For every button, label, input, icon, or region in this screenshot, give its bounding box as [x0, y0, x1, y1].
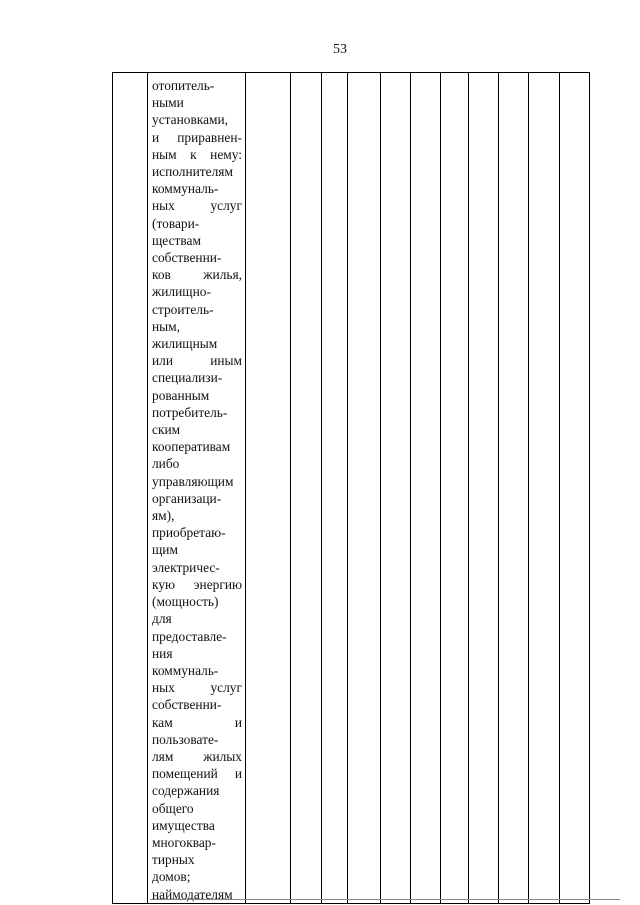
text-line: управляющим	[152, 473, 234, 489]
text-line: кую энергию	[152, 576, 242, 592]
text-line: специализи-	[152, 370, 223, 386]
text-line: кооперативам	[152, 439, 231, 455]
table-cell-empty	[348, 73, 381, 904]
table-cell-empty	[113, 73, 148, 904]
text-line: исполнителям	[152, 164, 233, 180]
cell-description	[148, 73, 245, 903]
text-line: строитель-	[152, 301, 214, 317]
footer-rule	[150, 899, 620, 900]
text-line: помещений и	[152, 766, 242, 782]
text-line: тирных	[152, 852, 195, 868]
text-line: электричес-	[152, 559, 220, 575]
text-line: лям жилых	[152, 748, 242, 764]
continuation-table	[112, 72, 590, 904]
text-line: ков жилья,	[152, 267, 242, 283]
page-number: 53	[333, 42, 347, 57]
table-cell-empty	[529, 73, 560, 904]
text-line: собственни-	[152, 250, 222, 266]
text-line: щим	[152, 542, 178, 558]
text-line: предоставле-	[152, 628, 227, 644]
text-line: либо	[152, 456, 180, 472]
text-line: потребитель-	[152, 404, 228, 420]
text-line: приобретаю-	[152, 525, 226, 541]
text-line: содержания	[152, 783, 220, 799]
text-line: ным к нему:	[152, 146, 242, 162]
table-cell-empty	[246, 73, 291, 904]
text-line: коммуналь-	[152, 181, 219, 197]
text-line: ским	[152, 422, 181, 438]
text-line: или иным	[152, 353, 242, 369]
table-row	[113, 73, 590, 904]
text-line: и приравнен-	[152, 129, 242, 145]
table-cell-empty	[441, 73, 469, 904]
text-line: имущества	[152, 817, 215, 833]
text-line: (товари-	[152, 215, 200, 231]
text-line: рованным	[152, 387, 210, 403]
table-cell-empty	[291, 73, 322, 904]
text-line: кам и	[152, 714, 242, 730]
text-line: пользовате-	[152, 731, 219, 747]
text-line: ных услуг	[152, 198, 242, 214]
text-line: отопитель-	[152, 78, 215, 93]
text-line: наймодателям	[152, 886, 233, 902]
table-cell-empty	[499, 73, 529, 904]
text-line: многоквар-	[152, 834, 216, 850]
text-line: коммуналь-	[152, 662, 219, 678]
table-cell-empty	[469, 73, 499, 904]
text-line: собственни-	[152, 697, 222, 713]
table-cell-empty	[560, 73, 590, 904]
text-line: общего	[152, 800, 194, 816]
text-line: для	[152, 611, 172, 627]
text-line: домов;	[152, 869, 191, 885]
text-line: ям),	[152, 508, 175, 524]
text-line: жилищно-	[152, 284, 211, 300]
text-line: жилищным	[152, 336, 218, 352]
table-cell-empty	[322, 73, 348, 904]
text-line: организаци-	[152, 490, 222, 506]
table-cell-empty	[381, 73, 411, 904]
text-line: ным,	[152, 318, 180, 334]
text-line: установками,	[152, 112, 229, 128]
table-cell-empty	[411, 73, 441, 904]
text-line: ных услуг	[152, 680, 242, 696]
text-line: ния	[152, 645, 173, 661]
text-line: ными	[152, 95, 184, 111]
table-cell-text	[148, 73, 246, 904]
text-line: (мощность)	[152, 594, 219, 610]
text-line: ществам	[152, 232, 201, 248]
